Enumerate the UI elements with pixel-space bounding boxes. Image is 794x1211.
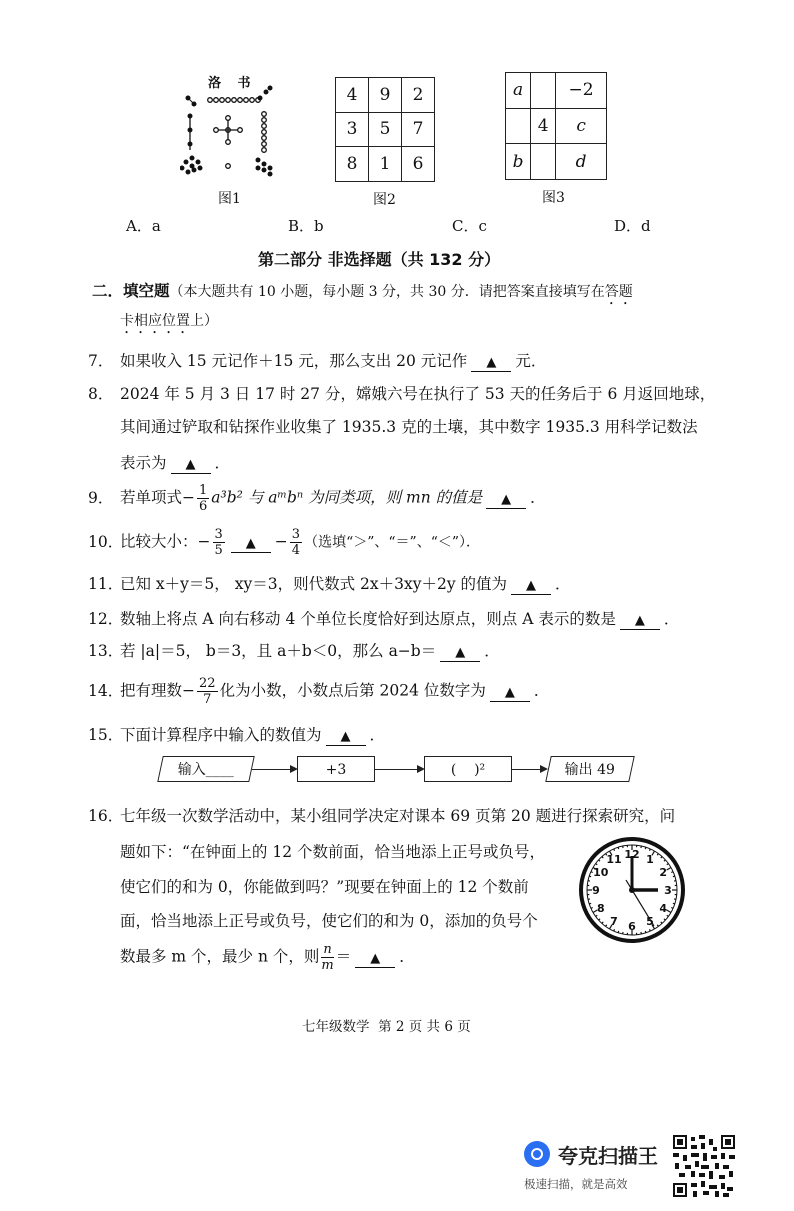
clock-number: 1: [646, 852, 654, 866]
question-12: [88, 608, 679, 630]
clock-number: 2: [659, 866, 668, 879]
clock-tick: [673, 903, 675, 904]
question-text-2: a³b² 与 aᵐbⁿ 为同类项，则 mn 的值是: [211, 488, 483, 507]
question-16-line-3: 使它们的和为 0，你能做到吗？”现要在钟面上的 12 个数前: [120, 878, 529, 896]
fraction: [197, 483, 209, 514]
clock-tick: [645, 931, 646, 933]
clock-tick: [671, 907, 673, 908]
clock-number: 8: [596, 902, 605, 915]
clock-tick: [649, 929, 650, 931]
question-number: 12．: [88, 610, 124, 628]
grid-cell: 2: [402, 78, 435, 113]
question-16-line-4: 面，恰当地添上正号或负号，使它们的和为 0，添加的负号个: [120, 912, 538, 930]
question-number: 7．: [88, 352, 114, 370]
clock-tick: [649, 849, 650, 851]
figure-2-magic-square: [335, 77, 435, 182]
clock-tick: [618, 847, 619, 849]
numerator: n: [323, 942, 332, 957]
scanner-slogan: 极速扫描，就是高效: [524, 1177, 628, 1191]
option-d: D．d: [614, 217, 651, 235]
fraction: [321, 942, 333, 973]
flow-arrow: [375, 769, 423, 770]
flow-output-box: [545, 756, 635, 782]
denominator: 5: [214, 543, 223, 558]
grid-cell: d: [556, 144, 607, 180]
option-c: C．c: [452, 217, 487, 235]
flow-input-label: 输入____: [177, 762, 234, 778]
question-text-end: ．: [369, 726, 386, 744]
question-text: 表示为: [120, 454, 167, 472]
clock-icon: [578, 836, 686, 944]
grid-cell: 4: [531, 108, 556, 144]
minus-sign: −: [197, 532, 211, 551]
grid-cell: 5: [369, 112, 402, 147]
answer-blank: ▲: [355, 951, 395, 968]
question-text: 如果收入 15 元记作＋15 元，那么支出 20 元记作: [120, 352, 468, 370]
grid-cell: 1: [369, 147, 402, 182]
question-8-line-3: [120, 452, 230, 474]
clock-number: 3: [664, 884, 672, 897]
figure-1-title: 洛 书: [208, 76, 257, 91]
question-text: 若 |a|＝5， b＝3，且 a＋b＜0，那么 a−b＝: [120, 642, 437, 660]
figure-3-caption: 图3: [542, 190, 565, 206]
section-2-instruction-line2: [120, 310, 218, 337]
figure-2-caption: 图2: [373, 192, 396, 208]
question-number: 8．: [88, 385, 114, 403]
grid-cell: 9: [369, 78, 402, 113]
section-instruction: （本大题共有 10 小题，每小题 3 分，共 30 分．请把答案直接填写在: [169, 284, 605, 300]
clock-tick: [618, 931, 619, 933]
minus-sign: −: [182, 681, 196, 700]
fraction: [197, 676, 218, 707]
answer-blank: ▲: [171, 457, 211, 474]
page-footer: 七年级数学 第 2 页 共 6 页: [302, 1019, 471, 1035]
answer-blank: ▲: [326, 729, 366, 746]
section-instruction-emphasis: 答题: [604, 284, 633, 300]
question-text: 数轴上将点 A 向右移动 4 个单位长度恰好到达原点，则点 A 表示的数是: [120, 610, 616, 628]
minus-sign: −: [274, 532, 288, 551]
clock-number: 4: [659, 902, 668, 915]
numerator: 1: [199, 483, 208, 498]
clock-tick: [589, 876, 591, 877]
answer-blank: ▲: [231, 536, 271, 553]
part-2-title: 第二部分 非选择题（共 132 分）: [258, 250, 501, 269]
question-text: 七年级一次数学活动中，某小组同学决定对课本 69 页第 20 题进行探索研究，问: [120, 807, 676, 825]
question-text: 下面计算程序中输入的数值为: [120, 726, 322, 744]
grid-cell: c: [556, 108, 607, 144]
question-11: [88, 573, 571, 595]
denominator: 7: [203, 692, 212, 707]
scanner-brand: 夸克扫描王: [558, 1144, 658, 1168]
fraction-1: [213, 527, 225, 558]
question-text: 把有理数: [120, 681, 183, 700]
grid-cell: −2: [556, 73, 607, 109]
question-text-end: ．: [555, 575, 571, 593]
option-a: A．a: [126, 217, 161, 235]
question-9: [88, 483, 546, 514]
grid-cell: [531, 144, 556, 180]
clock-number: 12: [624, 848, 640, 861]
flow-arrow: [512, 769, 546, 770]
clock-tick: [589, 903, 591, 904]
numerator: 3: [214, 527, 223, 542]
denominator: 4: [291, 543, 301, 558]
answer-blank: ▲: [490, 685, 530, 702]
answer-blank: ▲: [486, 492, 526, 509]
clock-tick: [614, 929, 615, 931]
grid-cell: a: [506, 73, 531, 109]
question-text-end: ．: [533, 681, 550, 700]
fraction-2: [290, 527, 302, 558]
answer-blank: ▲: [511, 578, 551, 595]
denominator: 6: [199, 499, 208, 514]
question-text: 比较大小：: [120, 532, 198, 551]
question-13: [88, 640, 500, 662]
clock-number: 6: [628, 920, 636, 933]
question-16-line-2: 题如下：“在钟面上的 12 个数前面，恰当地添上正号或负号，: [120, 843, 546, 861]
section-instruction-emphasis-2: 卡相应位置: [120, 313, 190, 329]
figure-1-caption: 图1: [218, 191, 241, 207]
question-text-end: 元．: [515, 352, 547, 370]
question-number: 14．: [88, 681, 124, 700]
clock-tick: [645, 847, 646, 849]
question-7: [88, 350, 546, 372]
grid-cell: 3: [336, 112, 369, 147]
grid-cell: 7: [402, 112, 435, 147]
question-14: [88, 676, 549, 707]
section-2-heading: [92, 280, 633, 308]
clock-number: 10: [593, 866, 609, 879]
question-number: 15．: [88, 726, 124, 744]
question-number: 11．: [88, 575, 124, 593]
question-text-end: ．: [530, 488, 546, 507]
clock-number: 11: [606, 852, 622, 866]
grid-cell: 4: [336, 78, 369, 113]
grid-cell: 8: [336, 147, 369, 182]
question-number: 10．: [88, 532, 124, 551]
flow-arrow: [252, 769, 296, 770]
question-text: 数最多 m 个，最少 n 个，则: [120, 947, 320, 966]
question-10: [88, 527, 480, 558]
question-8: [88, 383, 715, 405]
figure-1-luoshu: [180, 70, 280, 185]
scanner-watermark: [522, 1138, 672, 1198]
grid-cell: 6: [402, 147, 435, 182]
section-label: 二．填空题: [92, 282, 170, 300]
grid-cell: [531, 73, 556, 109]
scanner-logo-icon: [524, 1141, 550, 1167]
question-16-line-5: [120, 942, 415, 973]
question-text: 已知 x＋y＝5， xy＝3，则代数式 2x＋3xy＋2y 的值为: [120, 575, 508, 593]
question-text-end: ．: [214, 454, 231, 472]
luoshu-dots-icon: [180, 70, 280, 185]
grid-cell: b: [506, 144, 531, 180]
minus-sign: −: [182, 488, 196, 507]
question-15: [88, 724, 385, 746]
question-number: 13．: [88, 642, 124, 660]
question-text: 若单项式: [120, 488, 183, 507]
figure-3-grid: [505, 72, 607, 180]
question-text-end: ．: [663, 610, 680, 628]
section-instruction-end: 上）: [190, 313, 218, 329]
flow-input-box: [157, 756, 255, 782]
answer-blank: ▲: [620, 613, 660, 630]
flow-square-box: ( )²: [424, 756, 512, 782]
clock-tick: [614, 849, 615, 851]
clock-tick: [591, 907, 593, 908]
denominator: m: [321, 958, 334, 973]
question-text-end: ．: [484, 642, 500, 660]
question-text: 2024 年 5 月 3 日 17 时 27 分，嫦娥六号在执行了 53 天的任务后于 6 月返回地球，: [120, 385, 716, 403]
flow-add-box: +3: [297, 756, 375, 782]
answer-blank: ▲: [471, 355, 511, 372]
qr-code-icon: [673, 1135, 735, 1197]
question-number: 16．: [88, 807, 124, 825]
question-text-2: 化为小数，小数点后第 2024 位数字为: [219, 681, 486, 700]
question-text-end: ．: [399, 947, 415, 966]
equals-sign: ＝: [335, 947, 352, 966]
numerator: 22: [199, 676, 216, 691]
clock-number: 5: [646, 915, 654, 929]
question-text-2: （选填“＞”、“＝”、“＜”）．: [304, 534, 481, 551]
numerator: 3: [291, 527, 301, 542]
question-8-line-2: 其间通过铲取和钻探作业收集了 1935.3 克的土壤，其中数字 1935.3 用科学记数法: [120, 418, 698, 436]
flow-output-label: 输出 49: [564, 762, 615, 778]
grid-cell: [506, 108, 531, 144]
clock-number: 7: [610, 915, 618, 929]
clock-number: 9: [592, 884, 600, 897]
answer-blank: ▲: [440, 645, 480, 662]
question-number: 9．: [88, 488, 114, 507]
question-16: [88, 805, 675, 827]
clock-tick: [671, 872, 673, 873]
option-b: B．b: [288, 217, 324, 235]
clock-tick: [673, 876, 675, 877]
